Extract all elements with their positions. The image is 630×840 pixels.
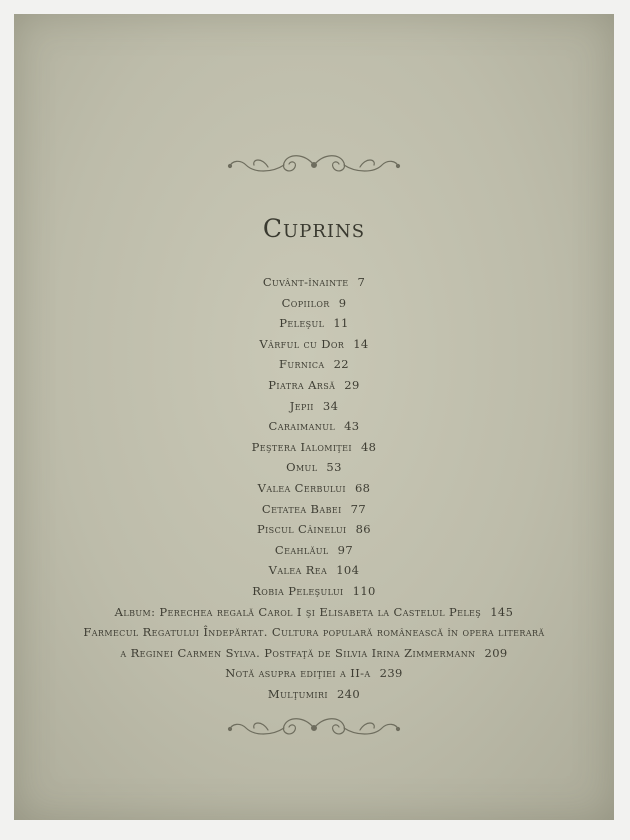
toc-title: a Reginei Carmen Sylva. Postfaţă de Silvia Irina Zimmermann [120, 645, 476, 660]
toc-title: Notă asupra ediţiei a II-a [225, 666, 371, 681]
toc-title: Omul [286, 460, 318, 475]
toc-entry [14, 375, 614, 396]
toc-title: Album: Perechea regală Carol I şi Elisabeta la Castelul Peleş [114, 604, 482, 619]
toc-page: 11 [333, 316, 349, 331]
toc-page: 145 [490, 604, 514, 619]
toc-page: 53 [326, 460, 342, 475]
toc-page: 239 [379, 666, 403, 681]
toc-title: Peleşul [279, 316, 325, 331]
toc-title: Piatra Arsă [268, 377, 336, 392]
bottom-ornament [14, 710, 614, 750]
toc-entry [14, 272, 614, 293]
toc-entry [14, 499, 614, 520]
top-ornament [14, 147, 614, 187]
toc-page: 14 [353, 336, 369, 351]
toc-title: Peştera Ialomiţei [251, 439, 352, 454]
toc-entry [14, 663, 614, 684]
toc-entry [14, 416, 614, 437]
toc-page: 77 [350, 501, 367, 516]
flourish-ornament-icon [224, 710, 404, 746]
flourish-ornament-icon [224, 147, 404, 183]
toc-entry [14, 519, 614, 540]
toc-title: Cetatea Babei [261, 501, 342, 516]
toc-page: 22 [333, 357, 350, 372]
toc-title: Caraimanul [268, 419, 336, 434]
toc-page: 9 [338, 295, 347, 310]
toc-title: Copiilor [281, 295, 330, 310]
toc-page: 7 [357, 275, 366, 289]
toc-entry [14, 313, 614, 334]
toc-page: 68 [354, 480, 371, 495]
toc-entry [14, 478, 614, 499]
toc-entry [14, 643, 614, 664]
toc-entry [14, 622, 614, 643]
toc-entry [14, 602, 614, 623]
toc-entry [14, 540, 614, 561]
toc-page: 110 [352, 583, 376, 598]
book-page [14, 14, 614, 820]
toc-page: 104 [336, 563, 360, 578]
toc-page: 48 [360, 439, 377, 454]
toc-entry [14, 560, 614, 581]
toc-page: 34 [322, 398, 339, 413]
toc-entry [14, 437, 614, 458]
toc-entry [14, 293, 614, 314]
toc-entry [14, 396, 614, 417]
toc-title: Farmecul Regatului Îndepărtat. Cultura populară românească în opera literară [83, 625, 545, 640]
toc-entry [14, 457, 614, 478]
toc-title: Piscul Câinelui [256, 522, 347, 537]
toc-title: Vârful cu Dor [259, 336, 345, 351]
toc-page: 209 [484, 645, 508, 660]
toc-title: Robia Peleşului [252, 583, 344, 598]
toc-page: 86 [355, 522, 371, 537]
page-title: Cuprins [262, 214, 366, 243]
toc-page: 240 [336, 686, 361, 701]
toc-title: Valea Cerbului [257, 480, 346, 495]
toc-page: 97 [337, 542, 354, 557]
table-of-contents [14, 272, 614, 704]
toc-entry [14, 354, 614, 375]
toc-entry [14, 581, 614, 602]
toc-page: 43 [344, 419, 360, 434]
toc-title: Valea Rea [268, 563, 328, 578]
toc-page: 29 [344, 377, 360, 392]
toc-title: Mulţumiri [267, 686, 328, 701]
toc-title: Cuvânt-înainte [262, 275, 349, 289]
toc-title: Ceahlăul [274, 542, 329, 557]
toc-entry [14, 684, 614, 705]
toc-entry [14, 334, 614, 355]
toc-title: Jepii [289, 398, 314, 413]
toc-title: Furnica [278, 357, 325, 372]
